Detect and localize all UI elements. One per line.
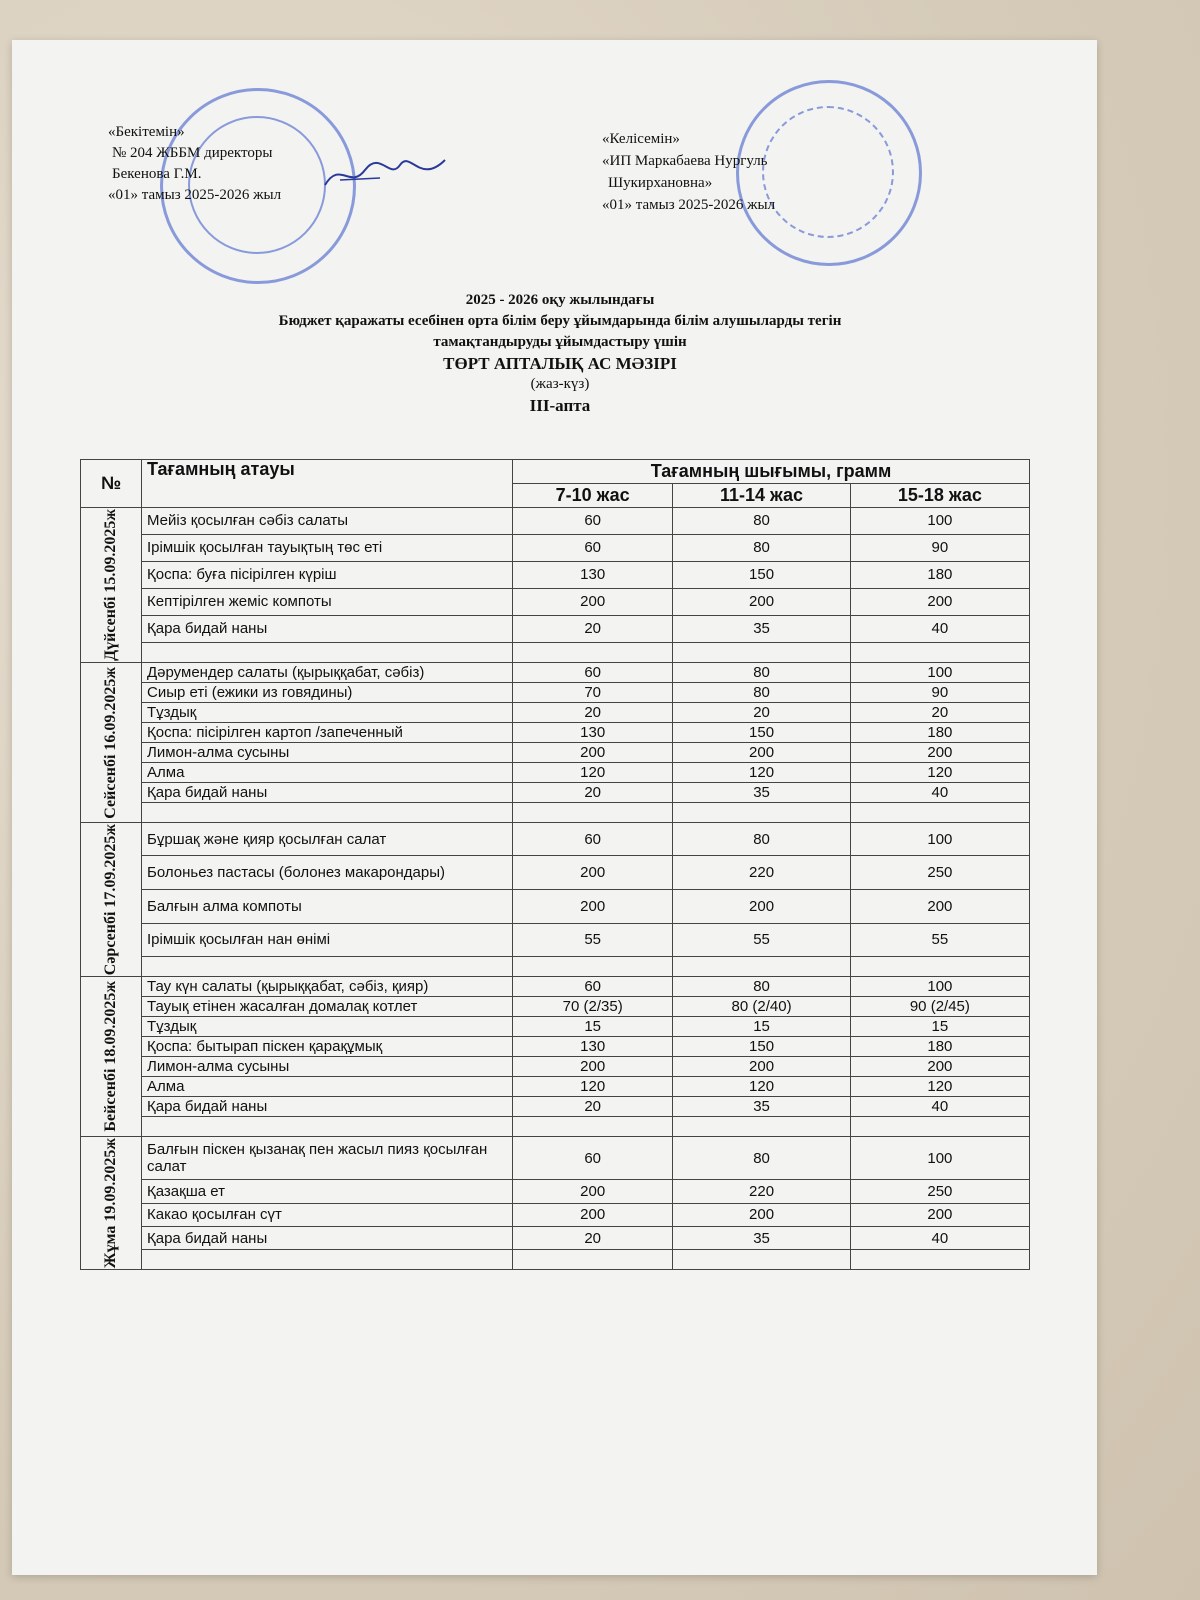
table-row bbox=[81, 889, 1030, 923]
table-row bbox=[81, 856, 1030, 890]
portion-cell-11-14: 80 bbox=[673, 534, 850, 561]
approval-right-block bbox=[602, 128, 775, 216]
portion-cell-15-18: 100 bbox=[850, 508, 1029, 535]
portion-cell-11-14: 150 bbox=[673, 561, 850, 588]
empty-row bbox=[81, 1250, 1030, 1270]
dish-name-cell: Балғын піскен қызанақ пен жасыл пияз қосылған салат bbox=[142, 1137, 513, 1180]
portion-cell-15-18: 180 bbox=[850, 722, 1029, 742]
portion-cell-7-10: 70 bbox=[513, 682, 673, 702]
title-line3: тамақтандыруды ұйымдастыру үшін bbox=[433, 334, 687, 350]
header-output: Тағамның шығымы, грамм bbox=[513, 460, 1030, 484]
portion-cell-7-10: 130 bbox=[513, 1037, 673, 1057]
portion-cell-11-14: 200 bbox=[673, 588, 850, 615]
portion-cell-15-18: 15 bbox=[850, 1017, 1029, 1037]
portion-cell-15-18: 40 bbox=[850, 1226, 1029, 1249]
portion-cell-7-10: 200 bbox=[513, 742, 673, 762]
table-row bbox=[81, 977, 1030, 997]
table-row bbox=[81, 1180, 1030, 1203]
portion-cell-7-10: 200 bbox=[513, 889, 673, 923]
dish-name-cell: Алма bbox=[142, 1077, 513, 1097]
empty-cell bbox=[513, 642, 673, 662]
portion-cell-11-14: 200 bbox=[673, 1203, 850, 1226]
empty-cell bbox=[513, 1117, 673, 1137]
portion-cell-11-14: 120 bbox=[673, 1077, 850, 1097]
table-row bbox=[81, 762, 1030, 782]
approval-right-line4: «01» тамыз 2025-2026 жыл bbox=[602, 197, 776, 213]
portion-cell-7-10: 55 bbox=[513, 923, 673, 957]
portion-cell-11-14: 200 bbox=[673, 742, 850, 762]
portion-cell-15-18: 100 bbox=[850, 662, 1029, 682]
portion-cell-11-14: 80 bbox=[673, 977, 850, 997]
day-label: Сәрсенбі 17.09.2025ж bbox=[102, 823, 119, 976]
empty-cell bbox=[673, 802, 850, 822]
table-row bbox=[81, 1203, 1030, 1226]
portion-cell-11-14: 15 bbox=[673, 1017, 850, 1037]
portion-cell-7-10: 200 bbox=[513, 588, 673, 615]
dish-name-cell: Ірімшік қосылған тауықтың төс еті bbox=[142, 534, 513, 561]
dish-name-cell: Ірімшік қосылған нан өнімі bbox=[142, 923, 513, 957]
portion-cell-11-14: 220 bbox=[673, 1180, 850, 1203]
portion-cell-7-10: 20 bbox=[513, 615, 673, 642]
portion-cell-15-18: 90 bbox=[850, 682, 1029, 702]
table-row bbox=[81, 722, 1030, 742]
portion-cell-7-10: 60 bbox=[513, 977, 673, 997]
portion-cell-11-14: 150 bbox=[673, 1037, 850, 1057]
menu-table bbox=[80, 459, 1030, 1270]
portion-cell-7-10: 130 bbox=[513, 722, 673, 742]
table-row bbox=[81, 702, 1030, 722]
approval-right-line3: Шукирхановна» bbox=[608, 175, 713, 191]
day-cell bbox=[81, 822, 142, 976]
portion-cell-7-10: 200 bbox=[513, 856, 673, 890]
table-row bbox=[81, 615, 1030, 642]
portion-cell-7-10: 60 bbox=[513, 534, 673, 561]
portion-cell-15-18: 180 bbox=[850, 1037, 1029, 1057]
dish-name-cell: Лимон-алма сусыны bbox=[142, 1057, 513, 1077]
dish-name-cell: Тауық етінен жасалған домалақ котлет bbox=[142, 997, 513, 1017]
portion-cell-15-18: 90 (2/45) bbox=[850, 997, 1029, 1017]
approval-left-block bbox=[108, 122, 281, 206]
portion-cell-15-18: 20 bbox=[850, 702, 1029, 722]
header-dish-name: Тағамның атауы bbox=[142, 460, 513, 508]
portion-cell-7-10: 120 bbox=[513, 1077, 673, 1097]
table-row bbox=[81, 508, 1030, 535]
table-row bbox=[81, 561, 1030, 588]
dish-name-cell: Тұздық bbox=[142, 702, 513, 722]
approval-right-line1: «Келісемін» bbox=[602, 131, 680, 147]
table-row bbox=[81, 782, 1030, 802]
portion-cell-11-14: 80 bbox=[673, 682, 850, 702]
portion-cell-7-10: 70 (2/35) bbox=[513, 997, 673, 1017]
dish-name-cell: Дәрумендер салаты (қырыққабат, сәбіз) bbox=[142, 662, 513, 682]
portion-cell-15-18: 200 bbox=[850, 588, 1029, 615]
empty-cell bbox=[850, 957, 1029, 977]
portion-cell-7-10: 60 bbox=[513, 508, 673, 535]
dish-name-cell: Балғын алма компоты bbox=[142, 889, 513, 923]
portion-cell-7-10: 200 bbox=[513, 1203, 673, 1226]
empty-cell bbox=[850, 1117, 1029, 1137]
header-age-11-14: 11-14 жас bbox=[673, 484, 850, 508]
empty-cell bbox=[513, 1250, 673, 1270]
header-number: № bbox=[81, 460, 142, 508]
portion-cell-7-10: 20 bbox=[513, 702, 673, 722]
title-line5: (жаз-күз) bbox=[530, 376, 590, 392]
portion-cell-11-14: 150 bbox=[673, 722, 850, 742]
approval-right-line2: «ИП Маркабаева Нургуль bbox=[602, 153, 768, 169]
dish-name-cell: Қоспа: пісірілген картоп /запеченный bbox=[142, 722, 513, 742]
title-line2: Бюджет қаражаты есебінен орта білім беру ұйымдарында білім алушыларды тегін bbox=[278, 313, 842, 329]
dish-name-cell: Лимон-алма сусыны bbox=[142, 742, 513, 762]
table-row bbox=[81, 1077, 1030, 1097]
dish-name-cell: Қара бидай наны bbox=[142, 1226, 513, 1249]
portion-cell-15-18: 90 bbox=[850, 534, 1029, 561]
portion-cell-15-18: 200 bbox=[850, 742, 1029, 762]
title-line6: III-апта bbox=[529, 396, 591, 415]
portion-cell-7-10: 120 bbox=[513, 762, 673, 782]
portion-cell-7-10: 60 bbox=[513, 822, 673, 856]
day-cell bbox=[81, 662, 142, 822]
portion-cell-11-14: 20 bbox=[673, 702, 850, 722]
dish-name-cell: Тұздық bbox=[142, 1017, 513, 1037]
table-row bbox=[81, 923, 1030, 957]
table-row bbox=[81, 1037, 1030, 1057]
portion-cell-11-14: 80 bbox=[673, 822, 850, 856]
title-line1: 2025 - 2026 оқу жылындағы bbox=[465, 292, 655, 308]
empty-row bbox=[81, 957, 1030, 977]
portion-cell-7-10: 20 bbox=[513, 1226, 673, 1249]
portion-cell-15-18: 100 bbox=[850, 977, 1029, 997]
portion-cell-11-14: 220 bbox=[673, 856, 850, 890]
header-age-15-18: 15-18 жас bbox=[850, 484, 1029, 508]
table-row bbox=[81, 682, 1030, 702]
day-cell bbox=[81, 977, 142, 1137]
empty-cell bbox=[142, 642, 513, 662]
day-label: Бейсенбі 18.09.2025ж bbox=[102, 981, 119, 1132]
portion-cell-15-18: 250 bbox=[850, 1180, 1029, 1203]
table-row bbox=[81, 1057, 1030, 1077]
empty-cell bbox=[673, 642, 850, 662]
portion-cell-11-14: 80 (2/40) bbox=[673, 997, 850, 1017]
dish-name-cell: Тау күн салаты (қырыққабат, сәбіз, қияр) bbox=[142, 977, 513, 997]
portion-cell-15-18: 200 bbox=[850, 1057, 1029, 1077]
day-label: Жұма 19.09.2025ж bbox=[102, 1138, 119, 1269]
portion-cell-11-14: 80 bbox=[673, 508, 850, 535]
table-row bbox=[81, 1017, 1030, 1037]
dish-name-cell: Қара бидай наны bbox=[142, 615, 513, 642]
portion-cell-11-14: 200 bbox=[673, 889, 850, 923]
dish-name-cell: Алма bbox=[142, 762, 513, 782]
empty-cell bbox=[850, 802, 1029, 822]
empty-cell bbox=[850, 642, 1029, 662]
dish-name-cell: Кептірілген жеміс компоты bbox=[142, 588, 513, 615]
empty-cell bbox=[673, 1117, 850, 1137]
menu-title-block bbox=[100, 290, 1020, 416]
dish-name-cell: Какао қосылған сүт bbox=[142, 1203, 513, 1226]
table-row bbox=[81, 1137, 1030, 1180]
portion-cell-15-18: 55 bbox=[850, 923, 1029, 957]
dish-name-cell: Қара бидай наны bbox=[142, 782, 513, 802]
day-cell bbox=[81, 1137, 142, 1270]
table-row bbox=[81, 742, 1030, 762]
portion-cell-7-10: 60 bbox=[513, 1137, 673, 1180]
portion-cell-7-10: 15 bbox=[513, 1017, 673, 1037]
table-row bbox=[81, 662, 1030, 682]
portion-cell-11-14: 55 bbox=[673, 923, 850, 957]
portion-cell-7-10: 60 bbox=[513, 662, 673, 682]
empty-row bbox=[81, 642, 1030, 662]
dish-name-cell: Қара бидай наны bbox=[142, 1097, 513, 1117]
portion-cell-11-14: 80 bbox=[673, 1137, 850, 1180]
empty-cell bbox=[673, 957, 850, 977]
portion-cell-11-14: 35 bbox=[673, 1097, 850, 1117]
table-row bbox=[81, 534, 1030, 561]
portion-cell-15-18: 200 bbox=[850, 1203, 1029, 1226]
portion-cell-15-18: 120 bbox=[850, 762, 1029, 782]
dish-name-cell: Сиыр еті (ежики из говядины) bbox=[142, 682, 513, 702]
portion-cell-7-10: 130 bbox=[513, 561, 673, 588]
approval-left-line2: № 204 ЖББМ директоры bbox=[112, 145, 273, 161]
table-row bbox=[81, 588, 1030, 615]
empty-cell bbox=[142, 957, 513, 977]
approval-left-line4: «01» тамыз 2025-2026 жыл bbox=[108, 187, 282, 203]
title-line4: ТӨРТ АПТАЛЫҚ АС МӘЗІРІ bbox=[443, 354, 677, 373]
header-age-7-10: 7-10 жас bbox=[513, 484, 673, 508]
portion-cell-15-18: 100 bbox=[850, 1137, 1029, 1180]
empty-cell bbox=[142, 1250, 513, 1270]
portion-cell-11-14: 35 bbox=[673, 615, 850, 642]
dish-name-cell: Қазақша ет bbox=[142, 1180, 513, 1203]
portion-cell-15-18: 250 bbox=[850, 856, 1029, 890]
dish-name-cell: Болоньез пастасы (болонез макарондары) bbox=[142, 856, 513, 890]
dish-name-cell: Бұршақ және қияр қосылған салат bbox=[142, 822, 513, 856]
empty-row bbox=[81, 1117, 1030, 1137]
day-label: Сейсенбі 16.09.2025ж bbox=[102, 666, 119, 819]
empty-cell bbox=[142, 802, 513, 822]
dish-name-cell: Қоспа: бытырап піскен қарақұмық bbox=[142, 1037, 513, 1057]
portion-cell-15-18: 40 bbox=[850, 615, 1029, 642]
table-row bbox=[81, 1226, 1030, 1249]
empty-cell bbox=[513, 802, 673, 822]
portion-cell-11-14: 80 bbox=[673, 662, 850, 682]
dish-name-cell: Мейіз қосылған сәбіз салаты bbox=[142, 508, 513, 535]
portion-cell-7-10: 20 bbox=[513, 782, 673, 802]
approval-left-line3: Бекенова Г.М. bbox=[112, 166, 202, 182]
portion-cell-15-18: 180 bbox=[850, 561, 1029, 588]
empty-cell bbox=[850, 1250, 1029, 1270]
portion-cell-7-10: 200 bbox=[513, 1057, 673, 1077]
portion-cell-11-14: 35 bbox=[673, 1226, 850, 1249]
approval-left-line1: «Бекітемін» bbox=[108, 124, 185, 140]
portion-cell-15-18: 100 bbox=[850, 822, 1029, 856]
director-signature bbox=[320, 150, 450, 200]
portion-cell-7-10: 200 bbox=[513, 1180, 673, 1203]
day-cell bbox=[81, 508, 142, 663]
portion-cell-15-18: 120 bbox=[850, 1077, 1029, 1097]
portion-cell-15-18: 40 bbox=[850, 782, 1029, 802]
table-row bbox=[81, 1097, 1030, 1117]
portion-cell-11-14: 120 bbox=[673, 762, 850, 782]
company-seal-inner-ring bbox=[762, 106, 894, 238]
portion-cell-15-18: 40 bbox=[850, 1097, 1029, 1117]
day-label: Дүйсенбі 15.09.2025ж bbox=[102, 509, 119, 661]
empty-cell bbox=[142, 1117, 513, 1137]
empty-cell bbox=[513, 957, 673, 977]
empty-row bbox=[81, 802, 1030, 822]
empty-cell bbox=[673, 1250, 850, 1270]
portion-cell-15-18: 200 bbox=[850, 889, 1029, 923]
portion-cell-7-10: 20 bbox=[513, 1097, 673, 1117]
portion-cell-11-14: 35 bbox=[673, 782, 850, 802]
table-row bbox=[81, 997, 1030, 1017]
dish-name-cell: Қоспа: буға пісірілген күріш bbox=[142, 561, 513, 588]
portion-cell-11-14: 200 bbox=[673, 1057, 850, 1077]
table-row bbox=[81, 822, 1030, 856]
